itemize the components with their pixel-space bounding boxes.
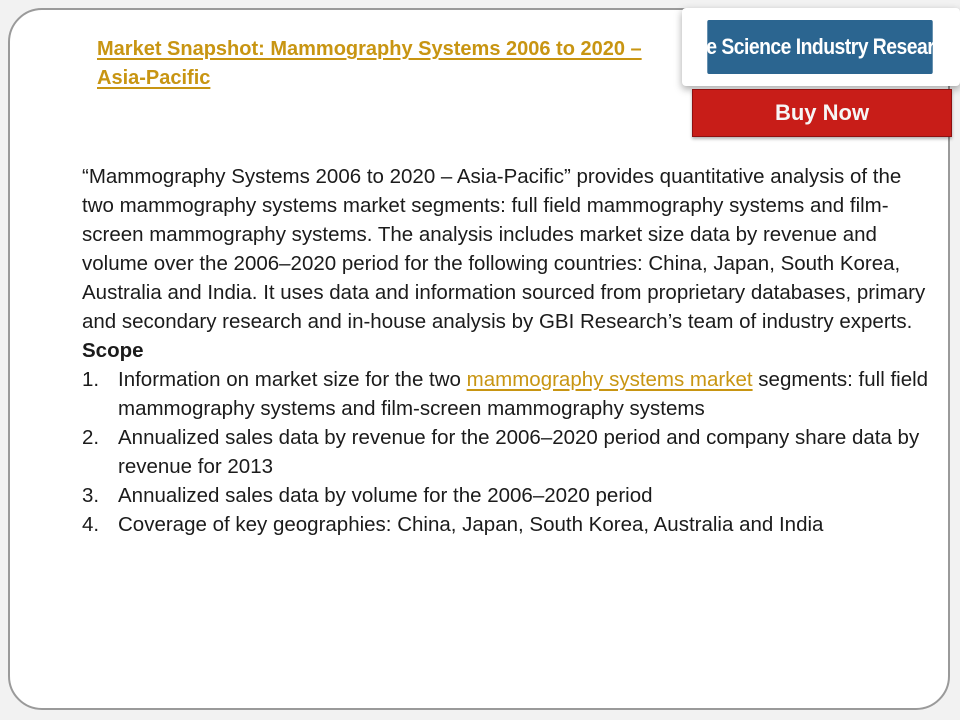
scope-item-3 <box>82 481 932 510</box>
scope-item-text: Annualized sales data by volume for the 2006–2020 period <box>118 484 653 507</box>
scope-item-text: segments: full field mammography systems and film-screen mammography systems <box>118 368 929 420</box>
scope-item-1 <box>82 365 932 423</box>
brand-card <box>682 8 960 86</box>
intro-paragraph: “Mammography Systems 2006 to 2020 – Asia-Pacific” provides quantitative analysis of the two mammography systems market segments: full field mammography systems and film-screen mammography systems. The analysis includes market size data by revenue and volume over the 2006–2020 period for the following countries: China, Japan, South Korea, Australia and India. It uses data and information sourced from proprietary databases, primary and secondary research and in-house analysis by GBI Research’s team of industry experts. <box>82 165 926 333</box>
scope-item-number: 1. <box>82 368 100 391</box>
scope-item-text: Information on market size for the two <box>118 368 467 391</box>
scope-item-text: Coverage of key geographies: China, Japan, South Korea, Australia and India <box>118 513 824 536</box>
scope-item-4 <box>82 510 932 539</box>
scope-item-2 <box>82 423 932 481</box>
scope-item-text: Annualized sales data by revenue for the 2006–2020 period and company share data by revenue for 2013 <box>118 426 920 478</box>
scope-list <box>82 365 932 539</box>
mammography-market-link[interactable]: mammography systems market <box>466 368 753 391</box>
buy-now-button[interactable]: Buy Now <box>692 89 952 137</box>
title-link[interactable]: Market Snapshot: Mammography Systems 2006 to 2020 – Asia-Pacific <box>97 38 642 89</box>
scope-item-number: 4. <box>82 513 100 536</box>
scope-heading: Scope <box>82 339 144 362</box>
slide-content <box>82 162 932 539</box>
scope-item-number: 2. <box>82 426 100 449</box>
brand-logo-banner: Life Science Industry Research <box>707 20 932 74</box>
scope-item-number: 3. <box>82 484 100 507</box>
